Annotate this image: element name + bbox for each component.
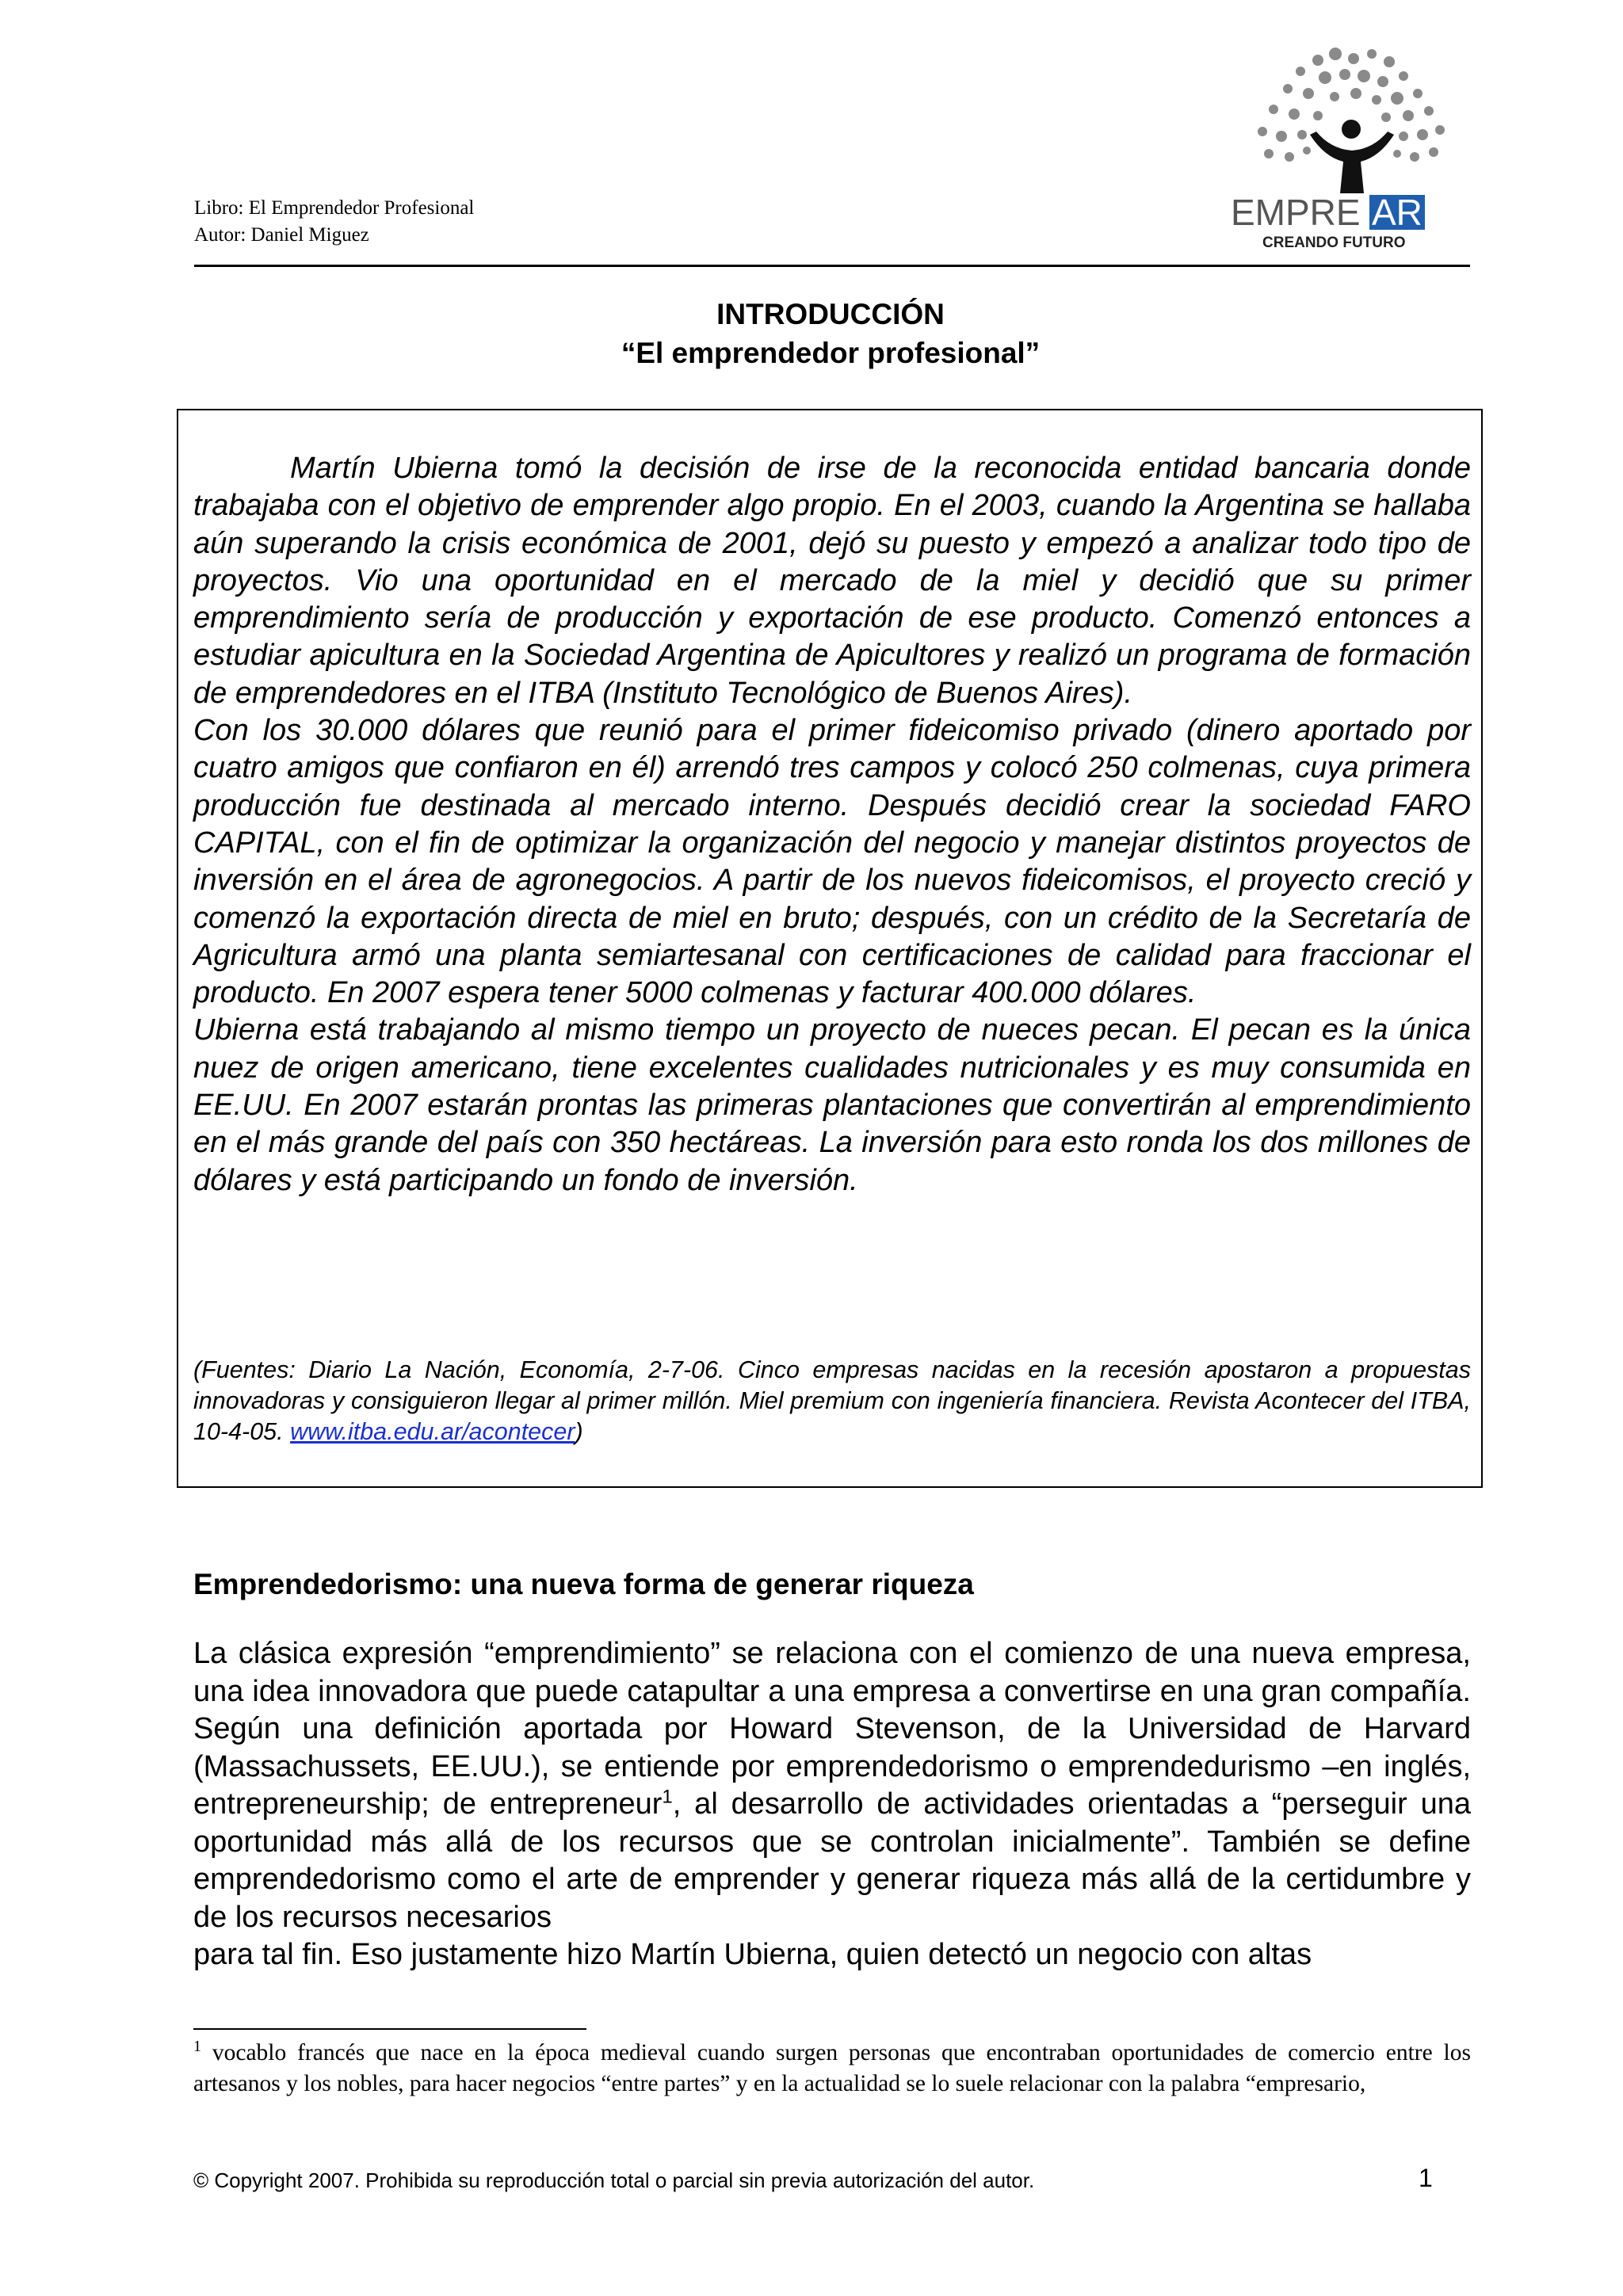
case-paragraph-1: Martín Ubierna tomó la decisión de irse de la reconocida entidad bancaria donde trabajaba con el objetivo de emprender algo propio. En el 2003, cuando la Argentina se hallaba aún superando la crisis económica de 2001, dejó su puesto y empezó a analizar todo tipo de proyectos. Vio una oportunidad en el mercado de la miel y decidió que su primer emprendimiento sería de producción y exportación de ese producto. Comenzó entonces a estudiar apicultura en la Sociedad Argentina de Apicultores y realizó un programa de formación de emprendedores en el ITBA (Instituto Tecnológico de Buenos Aires). <box>193 452 1471 710</box>
case-paragraph-3: Ubierna está trabajando al mismo tiempo un proyecto de nueces pecan. El pecan es la única nuez de origen americano, tiene excelentes cualidades nutricionales y es muy consumida en EE.UU. En 2007 estarán prontas las primeras plantaciones que convertirán al emprendimiento en el más grande del país con 350 hectáreas. La inversión para esto ronda los dos millones de dólares y está participando un fondo de inversión. <box>193 1013 1471 1197</box>
chapter-title <box>0 295 1623 372</box>
section-paragraph <box>193 1635 1471 1936</box>
page-number: 1 <box>1419 2164 1433 2192</box>
sources-note <box>193 1355 1471 1447</box>
logo-name: EMPRE <box>1231 192 1361 233</box>
footnote <box>193 2038 1471 2099</box>
section-body <box>193 1635 1471 1974</box>
chapter-subtitle: “El emprendedor profesional” <box>621 337 1041 369</box>
chapter-heading: INTRODUCCIÓN <box>716 298 945 330</box>
case-study-text <box>193 450 1471 1199</box>
emprear-logo <box>1224 38 1462 252</box>
document-header <box>194 195 474 249</box>
sources-text: (Fuentes: Diario La Nación, Economía, 2-7-06. Cinco empresas nacidas en la recesión apostaron a propuestas innovadoras y consiguieron llegar al primer millón. Miel premium con ingeniería financiera. Revista Acontecer del ITBA, 10-4-05. <box>193 1356 1471 1445</box>
footnote-number: 1 <box>193 2038 201 2056</box>
sources-link[interactable]: www.itba.edu.ar/acontecer <box>290 1418 575 1445</box>
book-title: Libro: El Emprendedor Profesional <box>194 197 475 219</box>
person-icon <box>1310 120 1394 193</box>
copyright-notice: © Copyright 2007. Prohibida su reproducción total o parcial sin previa autorización del autor. <box>193 2168 1035 2192</box>
footnote-reference[interactable]: 1 <box>662 1786 673 1808</box>
body-text-part2: , al desarrollo de actividades orientadas a “perseguir una oportunidad más allá de los recursos que se controlan inicialmente”. También se define emprendedorismo como el arte de emprender y generar riqueza más allá de la certidumbre y de los recursos necesarios <box>193 1787 1471 1934</box>
section-heading: Emprendedorismo: una nueva forma de generar riqueza <box>193 1568 974 1600</box>
footnote-text: vocablo francés que nace en la época medieval cuando surgen personas que encontraban oportunidades de comercio entre los artesanos y los nobles, para hacer negocios “entre partes” y en la actualidad se lo suele relacionar con la palabra “empresario, <box>193 2040 1471 2096</box>
tree-dots-icon <box>1258 48 1445 162</box>
footnote-divider <box>193 2028 586 2030</box>
logo-ar: AR <box>1372 192 1423 233</box>
author-name: Autor: Daniel Miguez <box>194 224 369 246</box>
header-divider <box>194 265 1470 267</box>
logo-tagline: CREANDO FUTURO <box>1262 235 1406 251</box>
case-paragraph-2: Con los 30.000 dólares que reunió para el primer fideicomiso privado (dinero aportado por cuatro amigos que confiaron en él) arrendó tres campos y colocó 250 colmenas, cuya primera producción fue destinada al mercado interno. Después decidió crear la sociedad FARO CAPITAL, con el fin de optimizar la organización del negocio y manejar distintos proyectos de inversión en el área de agronegocios. A partir de los nuevos fideicomisos, el proyecto creció y comenzó la exportación directa de miel en bruto; después, con un crédito de la Secretaría de Agricultura armó una planta semiartesanal con certificaciones de calidad para fraccionar el producto. En 2007 espera tener 5000 colmenas y facturar 400.000 dólares. <box>193 714 1471 1010</box>
sources-close: ) <box>575 1418 583 1445</box>
body-text-part1: La clásica expresión “emprendimiento” se relaciona con el comienzo de una nueva empresa, una idea innovadora que puede catapultar a una empresa a convertirse en una gran compañía. Según una definición aportada por Howard Stevenson, de la Universidad de Harvard (Massachussets, EE.UU.), se entiende por emprendedorismo o emprendedurismo –en inglés, entrepreneurship; de entrepreneur <box>193 1637 1471 1821</box>
body-last-line: para tal fin. Eso justamente hizo Martín Ubierna, quien detectó un negocio con altas <box>193 1938 1312 1971</box>
